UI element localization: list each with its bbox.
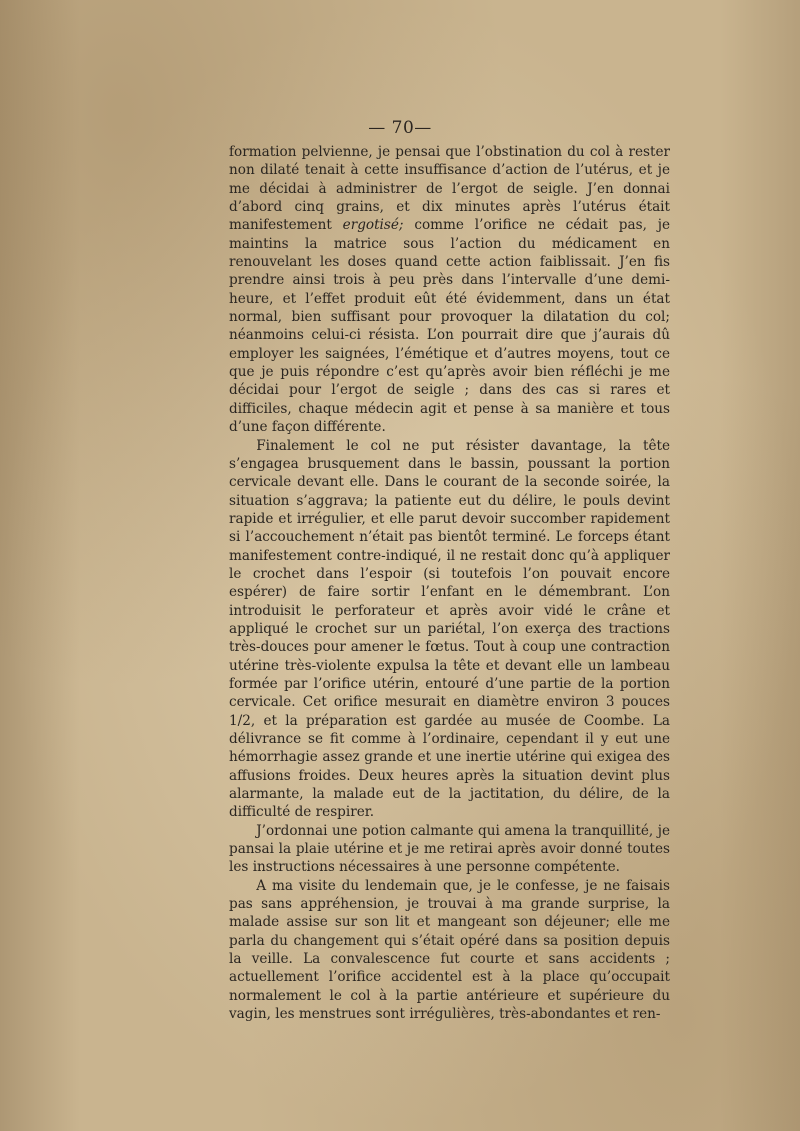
paragraph-1-italic: ergotisé; xyxy=(342,217,404,234)
page-number: — 70— xyxy=(368,118,432,138)
paragraph-3: J’ordonnai une potion calmante qui amena la tranquillité, je pansai la plaie utérine et je me retirai après avoir donné toutes les instructions nécessaires à une personne compétente. xyxy=(229,822,670,876)
paragraph-2: Finalement le col ne put résister davantage, la tête s’engagea brusquement dans le bassin, poussant la portion cervicale devant elle. Dans le courant de la seconde soirée, la situation s’aggrava; la patiente eut du délire, le pouls devint rapide et irrégulier, et elle parut devoir succomber rapidement si l’accouchement n’était pas bientôt terminé. Le forceps étant manifestement contre-indiqué, il ne restait donc qu’à appliquer le crochet dans l’espoir (si toutefois l’on pouvait encore espérer) de faire sortir l’enfant en le démembrant. L’on introduisit le perforateur et après avoir vidé le crâne et appliqué le crochet sur un pariétal, l’on exerça des tractions très-douces pour amener le fœtus. Tout à coup une contraction utérine très-violente expulsa la tête et devant elle un lambeau formée par l’orifice utérin, entouré d’une partie de la portion cervicale. Cet orifice mesurait en diamètre environ 3 pouces 1/2, et la préparation est gardée au musée de Coombe. La délivrance se fit comme à l’ordinaire, cependant il y eut une hémorrhagie assez grande et une inertie utérine qui exigea des affusions froides. Deux heures après la situation devint plus alarmante, la malade eut de la jactitation, du délire, de la difficulté de respirer. xyxy=(229,437,670,821)
paragraph-1-text-b: comme l’orifice ne cédait pas, je maintins la matrice sous l’action du médicament en renouvelant les doses quand cette action faiblissait. J’en fis prendre ainsi trois à peu près dans l’intervalle d’une demi-heure, et l’effet produit eût été évidemment, dans un état normal, bien suffisant pour provoquer la dilatation du col; néanmoins celui-ci résista. L’on pourrait dire que j’aurais dû employer les saignées, l’émétique et d’autres moyens, tout ce que je puis répondre c’est qu’après avoir bien réfléchi je me décidai pour l’ergot de seigle ; dans des cas si rares et difficiles, chaque médecin agit et pense à sa manière et tous d’une façon différente. xyxy=(229,217,670,436)
body-text xyxy=(229,143,670,1024)
paragraph-1 xyxy=(229,143,670,437)
paragraph-1-text-a: formation pelvienne, je pensai que l’obstination du col à rester non dilaté tenait à cette insuffisance d’action de l’utérus, et je me décidai à administrer de l’ergot de seigle. J’en donnai d’abord cinq grains, et dix minutes après l’utérus était manifestement xyxy=(229,144,670,234)
paragraph-4: A ma visite du lendemain que, je le confesse, je ne faisais pas sans appréhension, je trouvai à ma grande surprise, la malade assise sur son lit et mangeant son déjeuner; elle me parla du changement qui s’était opéré dans sa position depuis la veille. La convalescence fut courte et sans accidents ; actuellement l’orifice accidentel est à la place qu’occupait normalement le col à la partie antérieure et supérieure du vagin, les menstrues sont irrégulières, très-abondantes et ren- xyxy=(229,877,670,1023)
